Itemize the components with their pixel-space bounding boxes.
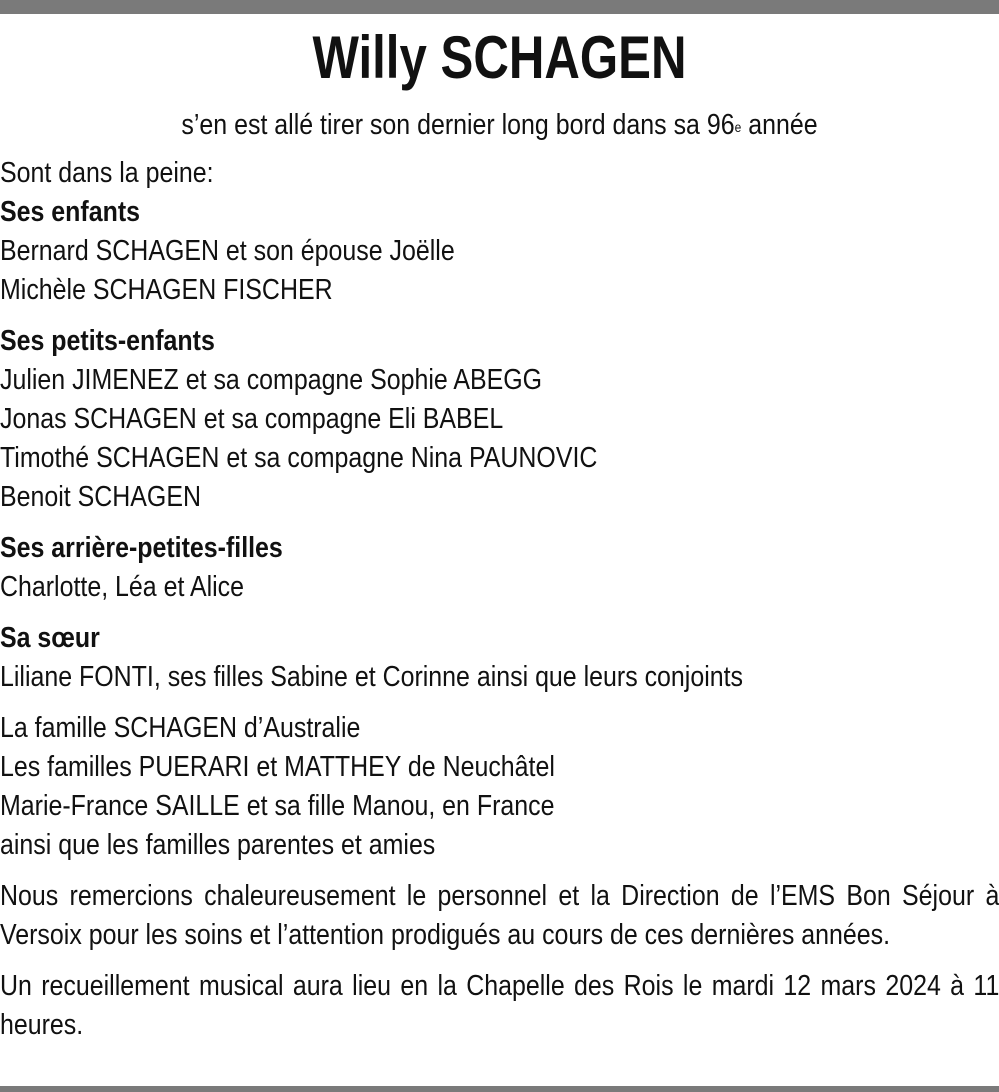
section-heading-great-granddaughters: Ses arrière-petites-filles (0, 532, 283, 564)
grandchildren-line: Jonas SCHAGEN et sa compagne Eli BABEL (0, 403, 504, 435)
family-line: Les familles PUERARI et MATTHEY de Neuchâtel (0, 751, 555, 783)
family-line: La famille SCHAGEN d’Australie (0, 712, 361, 744)
family-line: Marie-France SAILLE et sa fille Manou, en France (0, 790, 555, 822)
ceremony-paragraph: Un recueillement musical aura lieu en la Chapelle des Rois le mardi 12 mars 2024 à 11 heures. (0, 970, 999, 1041)
subtitle-text-end: année (741, 109, 818, 141)
family-line: ainsi que les familles parentes et amies (0, 829, 436, 861)
subtitle-superscript: e (734, 119, 742, 135)
intro-line: Sont dans la peine: (0, 157, 214, 189)
subtitle (70, 106, 929, 144)
children-line: Michèle SCHAGEN FISCHER (0, 274, 333, 306)
notice-body (0, 154, 999, 1045)
great-granddaughters-line: Charlotte, Léa et Alice (0, 571, 245, 603)
grandchildren-line: Julien JIMENEZ et sa compagne Sophie ABEGG (0, 364, 543, 396)
obituary-notice (0, 22, 999, 1045)
sister-line: Liliane FONTI, ses filles Sabine et Corinne ainsi que leurs conjoints (0, 661, 744, 693)
children-line: Bernard SCHAGEN et son épouse Joëlle (0, 235, 455, 267)
bottom-rule (0, 1086, 999, 1092)
subtitle-text: s’en est allé tirer son dernier long bord dans sa 96 (181, 109, 735, 141)
top-rule (0, 0, 999, 14)
section-heading-children: Ses enfants (0, 196, 141, 228)
grandchildren-line: Benoit SCHAGEN (0, 481, 201, 513)
deceased-name: Willy SCHAGEN (312, 24, 687, 91)
section-heading-sister: Sa sœur (0, 622, 100, 654)
thanks-paragraph: Nous remercions chaleureusement le personnel et la Direction de l’EMS Bon Séjour à Versoix pour les soins et l’attention prodigués au cours de ces dernières années. (0, 880, 999, 951)
section-heading-grandchildren: Ses petits-enfants (0, 325, 215, 357)
grandchildren-line: Timothé SCHAGEN et sa compagne Nina PAUNOVIC (0, 442, 598, 474)
